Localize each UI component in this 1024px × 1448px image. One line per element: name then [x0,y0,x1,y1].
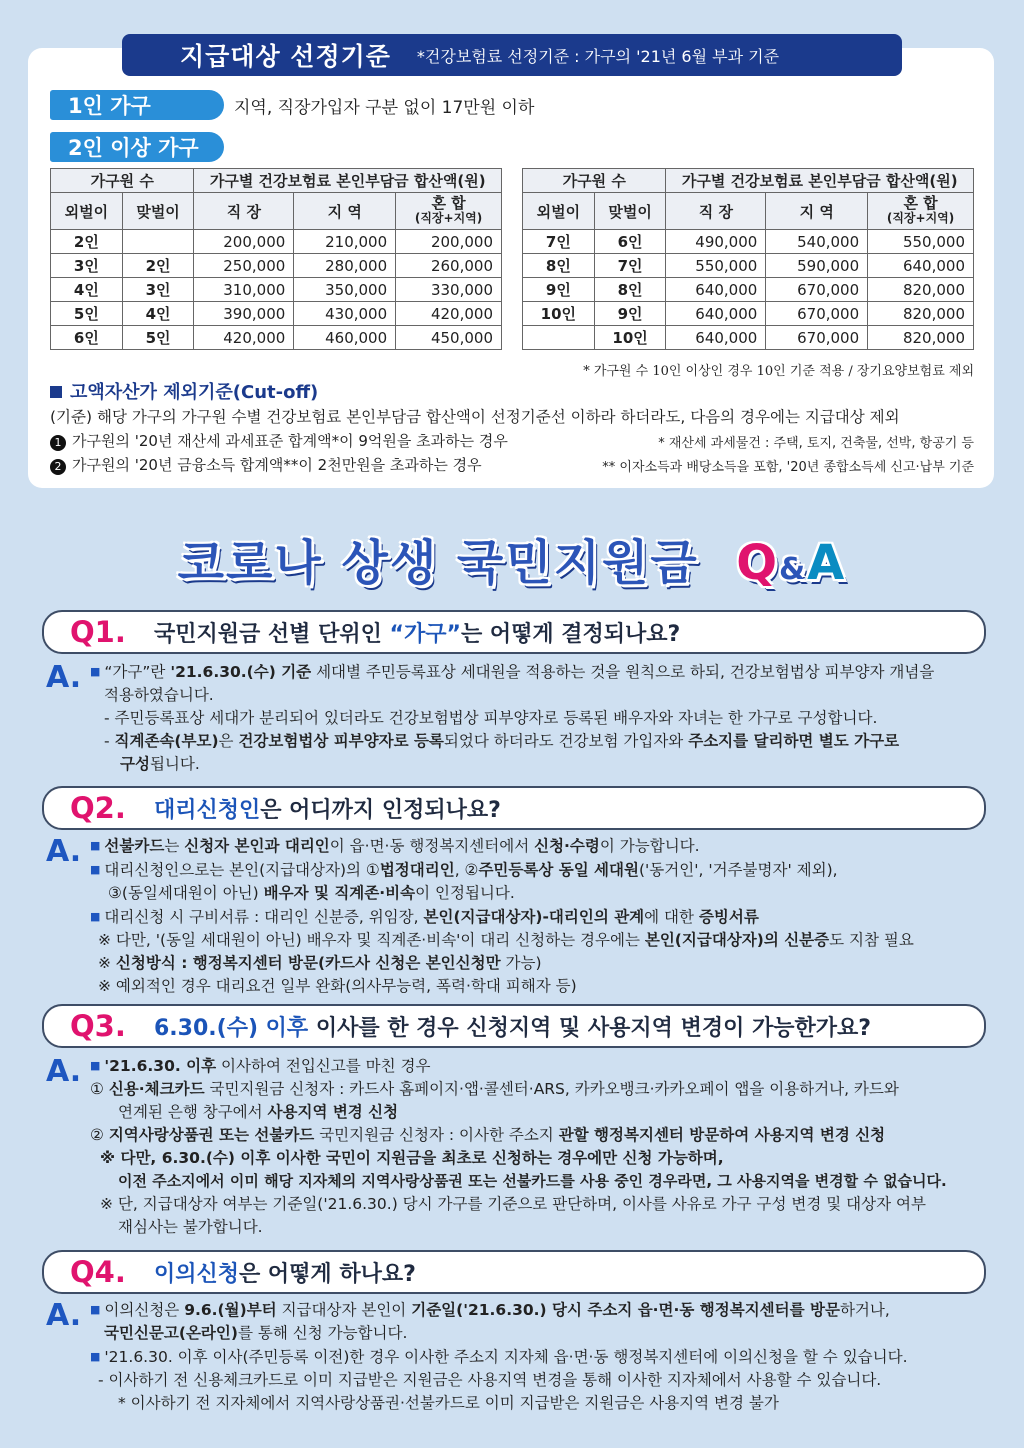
table-row [51,302,502,326]
table-row [523,254,974,278]
header-work: 직 장 [666,193,766,230]
header-work: 직 장 [194,193,294,230]
cell-work: 390,000 [194,302,294,326]
cell-mixed: 330,000 [396,278,502,302]
table-row [523,230,974,254]
qa-title: 코로나 상생 국민지원금 Q&A [177,535,847,591]
cell-region: 540,000 [766,230,868,254]
cell-single: 8인 [523,254,595,278]
cell-single: 2인 [51,230,123,254]
question-4 [42,1250,986,1294]
cutoff-item-2: 2 가구원의 '20년 금융소득 합계액**이 2천만원을 초과하는 경우 [50,454,482,475]
cutoff-title: 고액자산가 제외기준(Cut-off) [50,378,318,404]
one-person-label: 1인 가구 [50,90,224,120]
header-region: 지 역 [294,193,396,230]
multi-person-label: 2인 이상 가구 [50,132,224,162]
cell-region: 210,000 [294,230,396,254]
cell-region: 430,000 [294,302,396,326]
cell-single: 7인 [523,230,595,254]
cutoff-note-1: * 재산세 과세물건 : 주택, 토지, 건축물, 선박, 항공기 등 [658,436,974,451]
answer-3: ■ '21.6.30. 이후 이사하여 전입신고를 마친 경우 ① 신용·체크카드 국민지원금 신청자 : 카드사 홈페이지·앱·콜센터·ARS, 카카오뱅크·카카오페이 앱을 이용하거나, 카드와 연계된 은행 창구에서 사용지역 변경 신청 ② 지역사랑상품권 또는 선불카드 국민지원금 신청자 : 이사한 주소지 관할 행정복지센터 방문하여 사용지역 변경 신청 ※ 다만, 6.30.(수) 이후 이사한 국민이 지원금을 최초로 신청하는 경우에만 신청 가능하며, 이전 주소지에서 이미 해당 지자체의 지역사랑상품권 또는 선불카드를 사용 중인 경우라면, 그 사용지역을 변경할 수 없습니다. ※ 단, 지급대상자 여부는 기준일('21.6.30.) 당시 가구를 기준으로 판단하며, 이사를 사유로 가구 구성 변경 및 대상자 여부 재심사는 불가합니다. [90,1057,947,1236]
cell-single: 3인 [51,254,123,278]
header-mixed: 혼 합 (직장+지역) [396,193,502,230]
answer-1: ■ “가구”란 '21.6.30.(수) 기준 세대별 주민등록표상 세대원을 적용하는 것을 원칙으로 하되, 건강보험법상 피부양자 개념을 적용하였습니다. - 주민등록표상 세대가 분리되어 있더라도 건강보험법상 피부양자로 등록된 배우자와 자녀는 한 가구로 구성합니다. - 직계존속(부모)은 건강보험법상 피부양자로 등록되었다 하더라도 건강보험 가입자와 주소지를 달리하면 별도 가구로 구성됩니다. [90,663,935,773]
cell-region: 590,000 [766,254,868,278]
table-row [523,326,974,350]
q4-label: Q4. [70,1255,126,1289]
cell-single: 4인 [51,278,123,302]
criteria-title: 지급대상 선정기준 [180,42,391,71]
cell-region: 670,000 [766,326,868,350]
cell-single: 5인 [51,302,123,326]
header-household: 가구원 수 [523,169,666,193]
cell-work: 490,000 [666,230,766,254]
cell-work: 250,000 [194,254,294,278]
answer-2-mark: A. [46,834,82,869]
question-3 [42,1004,986,1048]
q2-text: 대리신청인은 어디까지 인정되나요? [154,797,501,823]
cell-work: 640,000 [666,326,766,350]
cutoff-standard: (기준) 해당 가구의 가구원 수별 건강보험료 본인부담금 합산액이 선정기준선 이하라 하더라도, 다음의 경우에는 지급대상 제외 [50,408,900,426]
number-circle-icon: 1 [50,435,66,451]
cell-mixed: 260,000 [396,254,502,278]
cell-single: 9인 [523,278,595,302]
table-row [51,254,502,278]
one-person-desc: 지역, 직장가입자 구분 없이 17만원 이하 [234,98,535,118]
cell-dual: 8인 [594,278,666,302]
q3-text: 6.30.(수) 이후 이사를 한 경우 신청지역 및 사용지역 변경이 가능한가요? [154,1015,872,1041]
square-bullet-icon [50,386,62,398]
question-1 [42,610,986,654]
cell-region: 350,000 [294,278,396,302]
cell-mixed: 820,000 [868,326,974,350]
header-single: 외벌이 [51,193,123,230]
q4-text: 이의신청은 어떻게 하나요? [154,1261,416,1287]
cutoff-item-1: 1 가구원의 '20년 재산세 과세표준 합계액*이 9억원을 초과하는 경우 [50,430,508,451]
cell-mixed: 820,000 [868,302,974,326]
cell-work: 200,000 [194,230,294,254]
header-premium: 가구별 건강보험료 본인부담금 합산액(원) [194,169,502,193]
header-mixed: 혼 합 (직장+지역) [868,193,974,230]
cell-single: 6인 [51,326,123,350]
table-row [523,278,974,302]
header-dual: 맞벌이 [594,193,666,230]
header-premium: 가구별 건강보험료 본인부담금 합산액(원) [666,169,974,193]
cell-dual: 6인 [594,230,666,254]
table-note: * 가구원 수 10인 이상인 경우 10인 기준 적용 / 장기요양보험료 제외 [583,364,974,379]
cell-dual: 10인 [594,326,666,350]
answer-4: ■ 이의신청은 9.6.(월)부터 지급대상자 본인이 기준일('21.6.30.) 당시 주소지 읍·면·동 행정복지센터를 방문하거나, 국민신문고(온라인)를 통해 신청 가능합니다. ■ '21.6.30. 이후 이사(주민등록 이전)한 경우 이사한 주소지 지자체 읍·면·동 행정복지센터에 이의신청을 할 수 있습니다. - 이사하기 전 신용체크카드로 이미 지급받은 지원금은 사용지역 변경을 통해 이사한 지자체에서 사용할 수 있습니다. * 이사하기 전 지자체에서 지역사랑상품권·선불카드로 이미 지급받은 지원금은 사용지역 변경 불가 [90,1301,908,1412]
premium-table-left [50,168,502,350]
header-dual: 맞벌이 [122,193,194,230]
cell-mixed: 450,000 [396,326,502,350]
header-household: 가구원 수 [51,169,194,193]
cell-mixed: 640,000 [868,254,974,278]
answer-3-mark: A. [46,1054,82,1089]
cell-region: 460,000 [294,326,396,350]
number-circle-icon: 2 [50,459,66,475]
cell-dual: 9인 [594,302,666,326]
table-row [51,326,502,350]
answer-4-mark: A. [46,1298,82,1333]
table-row [523,302,974,326]
cell-work: 420,000 [194,326,294,350]
question-2 [42,786,986,830]
table-row [51,230,502,254]
cell-mixed: 200,000 [396,230,502,254]
q1-text: 국민지원금 선별 단위인 “가구”는 어떻게 결정되나요? [154,621,681,647]
header-region: 지 역 [766,193,868,230]
cell-mixed: 550,000 [868,230,974,254]
criteria-header [122,34,902,76]
criteria-note: *건강보험료 선정기준 : 가구의 '21년 6월 부과 기준 [416,46,780,66]
cell-single: 10인 [523,302,595,326]
premium-table-right [522,168,974,350]
q1-label: Q1. [70,615,126,649]
q3-label: Q3. [70,1009,126,1043]
cell-dual [122,230,194,254]
cell-work: 550,000 [666,254,766,278]
cell-dual: 2인 [122,254,194,278]
cutoff-note-2: ** 이자소득과 배당소득을 포함, '20년 종합소득세 신고·납부 기준 [602,460,974,475]
header-single: 외벌이 [523,193,595,230]
cell-work: 310,000 [194,278,294,302]
cell-dual: 7인 [594,254,666,278]
cell-work: 640,000 [666,302,766,326]
cell-dual: 4인 [122,302,194,326]
table-row [51,278,502,302]
cell-single [523,326,595,350]
cell-region: 280,000 [294,254,396,278]
q2-label: Q2. [70,791,126,825]
cell-mixed: 420,000 [396,302,502,326]
cell-region: 670,000 [766,302,868,326]
cell-mixed: 820,000 [868,278,974,302]
answer-1-mark: A. [46,660,82,695]
cell-region: 670,000 [766,278,868,302]
answer-2: ■ 선불카드는 신청자 본인과 대리인이 읍·면·동 행정복지센터에서 신청·수령이 가능합니다. ■ 대리신청인으로는 본인(지급대상자)의 ①법정대리인, ②주민등록상 동일 세대원('동거인', '거주불명자' 제외), ③(동일세대원이 아닌) 배우자 및 직계존·비속이 인정됩니다. ■ 대리신청 시 구비서류 : 대리인 신분증, 위임장, 본인(지급대상자)-대리인의 관계에 대한 증빙서류 ※ 다만, '(동일 세대원이 아닌) 배우자 및 직계존·비속'이 대리 신청하는 경우에는 본인(지급대상자)의 신분증도 지참 필요 ※ 신청방식 : 행정복지센터 방문(카드사 신청은 본인신청만 가능) ※ 예외적인 경우 대리요건 일부 완화(의사무능력, 폭력·학대 피해자 등) [90,837,914,995]
cell-work: 640,000 [666,278,766,302]
cell-dual: 5인 [122,326,194,350]
cell-dual: 3인 [122,278,194,302]
